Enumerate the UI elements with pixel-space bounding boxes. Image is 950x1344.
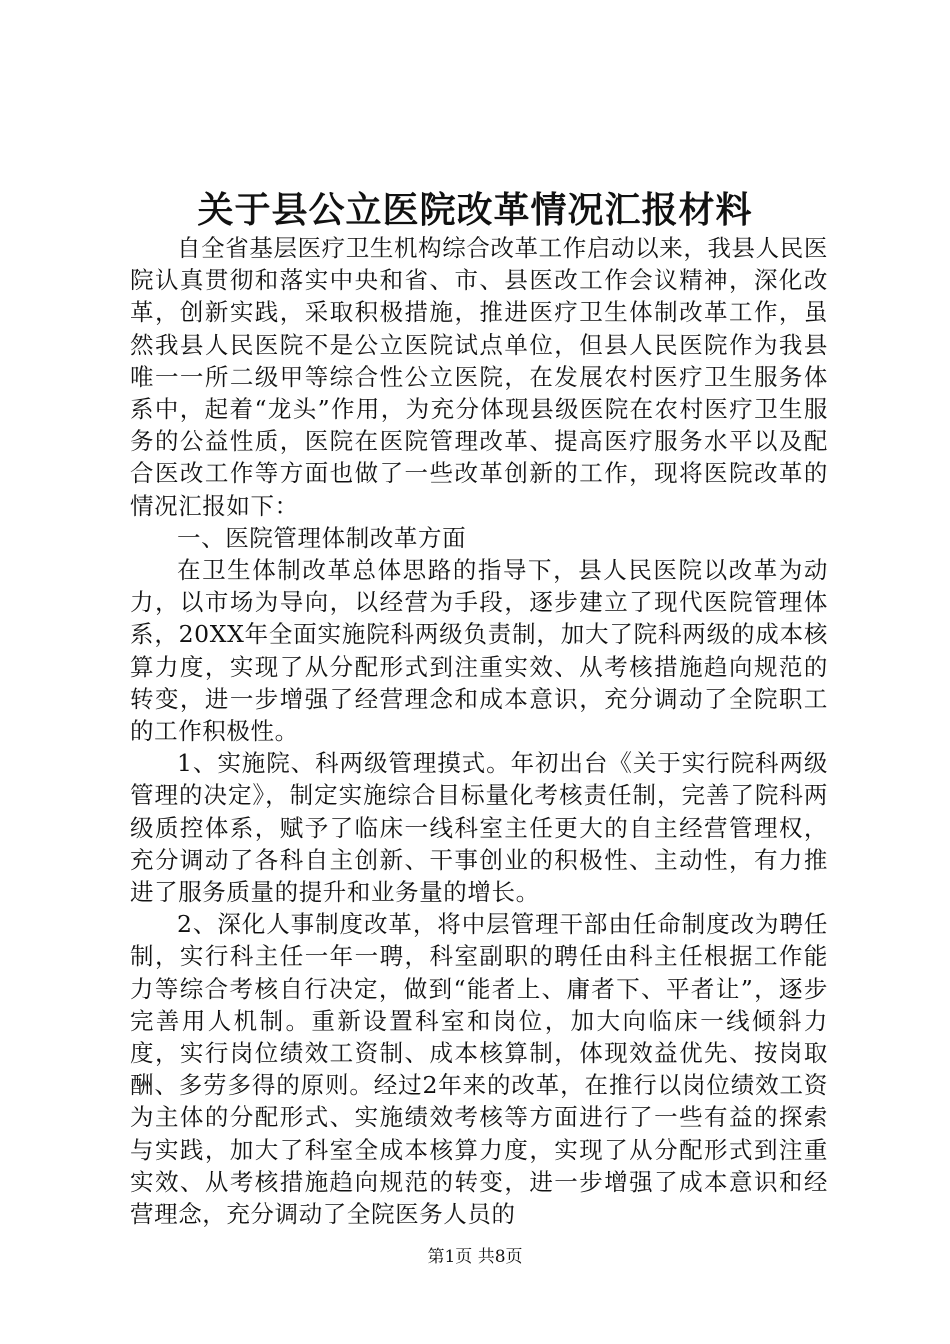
intro-paragraph: 自全省基层医疗卫生机构综合改革工作启动以来，我县人民医院认真贯彻和落实中央和省、市、县医改工作会议精神，深化改革，创新实践，采取积极措施，推进医疗卫生体制改革工作，虽然我县人民医院不是公立医院试点单位，但县人民医院作为我县唯一一所二级甲等综合性公立医院，在发展农村医疗卫生服务体系中，起着“龙头”作用，为充分体现县级医院在农村医疗卫生服务的公益性质，医院在医院管理改革、提高医疗服务水平以及配合医改工作等方面也做了一些改革创新的工作，现将医院改革的情况汇报如下： xyxy=(130,234,828,520)
document-body xyxy=(130,232,828,1230)
section-heading: 一、医院管理体制改革方面 xyxy=(177,523,467,552)
item-1-paragraph: 1、实施院、科两级管理摸式。年初出台《关于实行院科两级管理的决定》，制定实施综合目标量化考核责任制，完善了院科两级质控体系，赋予了临床一线科室主任更大的自主经营管理权，充分调动了各科自主创新、干事创业的积极性、主动性，有力推进了服务质量的提升和业务量的增长。 xyxy=(130,749,828,907)
document-title: 关于县公立医院改革情况汇报材料 xyxy=(197,189,753,231)
page-footer: 第1页 共8页 xyxy=(427,1247,523,1267)
section-paragraph: 在卫生体制改革总体思路的指导下，县人民医院以改革为动力，以市场为导向，以经营为手段，逐步建立了现代医院管理体系，20XX年全面实施院科两级负责制，加大了院科两级的成本核算力度，实现了从分配形式到注重实效、从考核措施趋向规范的转变，进一步增强了经营理念和成本意识，充分调动了全院职工的工作积极性。 xyxy=(130,556,828,746)
item-2-paragraph: 2、深化人事制度改革，将中层管理干部由任命制度改为聘任制，实行科主任一年一聘，科室副职的聘任由科主任根据工作能力等综合考核自行决定，做到“能者上、庸者下、平者让”，逐步完善用人机制。重新设置科室和岗位，加大向临床一线倾斜力度，实行岗位绩效工资制、成本核算制，体现效益优先、按岗取酬、多劳多得的原则。经过2年来的改革，在推行以岗位绩效工资为主体的分配形式、实施绩效考核等方面进行了一些有益的探索与实践，加大了科室全成本核算力度，实现了从分配形式到注重实效、从考核措施趋向规范的转变，进一步增强了成本意识和经营理念，充分调动了全院医务人员的 xyxy=(130,910,828,1229)
